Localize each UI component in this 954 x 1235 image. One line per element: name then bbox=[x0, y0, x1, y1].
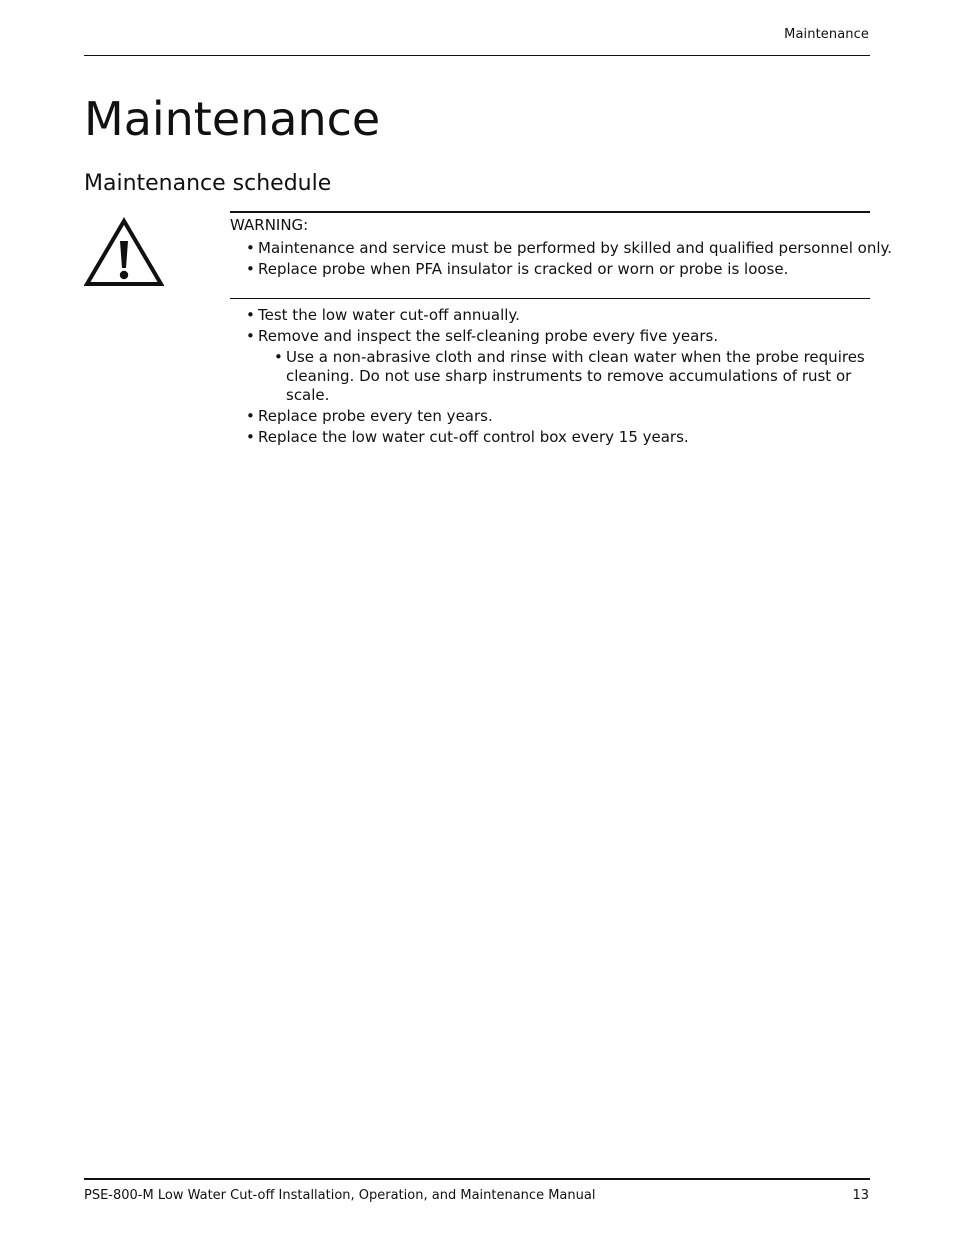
schedule-item: • Replace probe every ten years. bbox=[230, 407, 870, 426]
warning-block bbox=[84, 211, 893, 299]
warning-item: • Maintenance and service must be performed by skilled and qualified personnel only. bbox=[230, 239, 870, 258]
schedule-item-text: Remove and inspect the self-cleaning probe every five years. bbox=[258, 327, 719, 345]
warning-triangle-icon bbox=[84, 217, 164, 287]
section-title: Maintenance schedule bbox=[84, 171, 332, 196]
page-title: Maintenance bbox=[84, 92, 381, 146]
footer-divider bbox=[84, 1178, 870, 1180]
header-divider bbox=[84, 55, 870, 56]
maintenance-schedule-list bbox=[230, 306, 870, 449]
schedule-item: • Test the low water cut-off annually. bbox=[230, 306, 870, 325]
schedule-item: • Replace the low water cut-off control box every 15 years. bbox=[230, 428, 870, 447]
warning-list bbox=[230, 239, 893, 281]
running-header: Maintenance bbox=[784, 27, 869, 42]
page-number: 13 bbox=[852, 1188, 869, 1203]
schedule-item bbox=[230, 327, 870, 405]
footer-document-title: PSE-800-M Low Water Cut-off Installation, Operation, and Maintenance Manual bbox=[84, 1188, 596, 1203]
warning-bottom-divider bbox=[230, 298, 870, 299]
warning-label: WARNING: bbox=[230, 216, 309, 234]
schedule-sub-list bbox=[258, 348, 870, 405]
schedule-sub-item: • Use a non-abrasive cloth and rinse with clean water when the probe requires cleaning. Do not use sharp instruments to remove accumulations of rust or scale. bbox=[258, 348, 871, 405]
warning-top-divider bbox=[230, 211, 870, 213]
warning-item: • Replace probe when PFA insulator is cracked or worn or probe is loose. bbox=[230, 260, 870, 279]
